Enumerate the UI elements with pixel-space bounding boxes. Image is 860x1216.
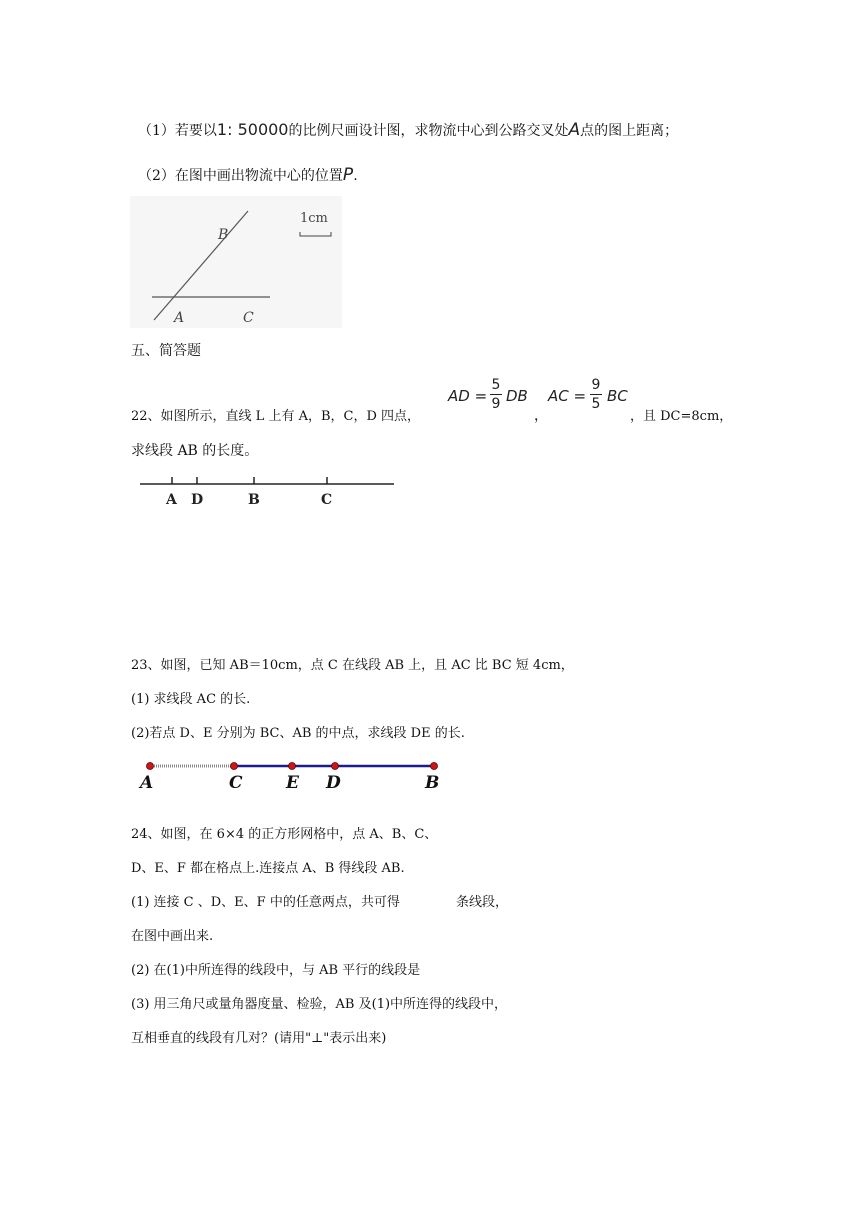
q22-label-c: C [321,492,333,508]
q24-line-3a: (1) 连接 C 、D、E、F 中的任意两点，共可得 [131,895,400,910]
q22-label-d: D [191,492,204,508]
point-p-symbol: P [342,165,354,185]
part2-suffix: . [353,168,358,184]
scale-label: 1cm [300,211,328,226]
q22-eq1-right: DB [506,387,528,405]
q24-line-3b: 条线段， [456,895,509,910]
q22-eq2-denominator: 5 [591,396,601,412]
q22-eq1-left: AD = [448,387,488,405]
q23-label-a: A [140,773,154,793]
q22-text-b: ，且 DC=8cm， [630,409,733,424]
q23-label-c: C [229,773,243,793]
section-title: 五、简答题 [131,343,201,359]
q22-eq2-numerator: 9 [591,377,601,393]
q24-answer-blank[interactable] [420,893,454,911]
part2-prefix: （2）在图中画出物流中心的位置 [138,168,343,184]
q24-line-2: D、E、F 都在格点上.连接点 A、B 得线段 AB. [131,861,405,876]
q23-line-1: 23、如图，已知 AB＝10cm，点 C 在线段 AB 上，且 AC 比 BC 短 4cm， [131,658,574,673]
q23-point-b [431,763,438,770]
q24-line-5: (2) 在(1)中所连得的线段中，与 AB 平行的线段是 [131,963,421,978]
q22-eq1-fraction-bar [490,394,502,395]
q22-eq1-fraction [490,377,502,412]
fig1-label-c: C [243,310,254,326]
q23-point-d [332,763,339,770]
q23-label-e: E [286,773,299,793]
scale-ratio: 1: 50000 [216,120,289,139]
q22-eq1-numerator: 5 [491,377,501,393]
q22-text-a: 22、如图所示，直线 L 上有 A，B，C，D 四点， [131,409,421,424]
q24-line-1: 24、如图，在 6×4 的正方形网格中，点 A、B、C、 [131,827,438,842]
point-a-symbol: A [568,120,581,140]
q22-eq2-right: BC [607,387,628,405]
q22-figure [138,470,400,510]
q22-text-c: 求线段 AB 的长度。 [131,443,259,459]
q23-label-d: D [326,773,341,793]
road-figure [130,196,342,328]
q22-eq2-left: AC = [548,387,587,405]
q22-comma: ， [534,408,548,424]
q22-eq2-fraction-bar [590,394,602,395]
q23-point-c [231,763,238,770]
q23-line-2: (1) 求线段 AC 的长. [131,692,251,707]
q23-point-a [147,763,154,770]
q22-eq2-fraction [590,377,602,412]
fig1-label-a: A [174,310,185,326]
part1-prefix: （1）若要以 [138,123,217,139]
question-part-1 [138,120,678,140]
question-part-2 [138,165,358,185]
q24-line-7: 互相垂直的线段有几对？(请用"⊥"表示出来) [131,1031,387,1046]
q22-eq1-denominator: 9 [491,396,501,412]
fig1-label-b: B [218,227,229,243]
q23-point-e [289,763,296,770]
part1-middle: 的比例尺画设计图，求物流中心到公路交叉处 [288,123,569,139]
q23-label-b: B [425,773,440,793]
q23-line-3: (2)若点 D、E 分别为 BC、AB 的中点，求线段 DE 的长. [131,726,465,741]
part1-suffix: 点的图上距离； [580,123,679,139]
q24-line-4: 在图中画出来. [131,929,214,944]
q24-line-6: (3) 用三角尺或量角器度量、检验，AB 及(1)中所连得的线段中， [131,997,508,1012]
q22-label-a: A [166,492,177,508]
q22-label-b: B [248,492,260,508]
q23-figure [130,756,450,796]
